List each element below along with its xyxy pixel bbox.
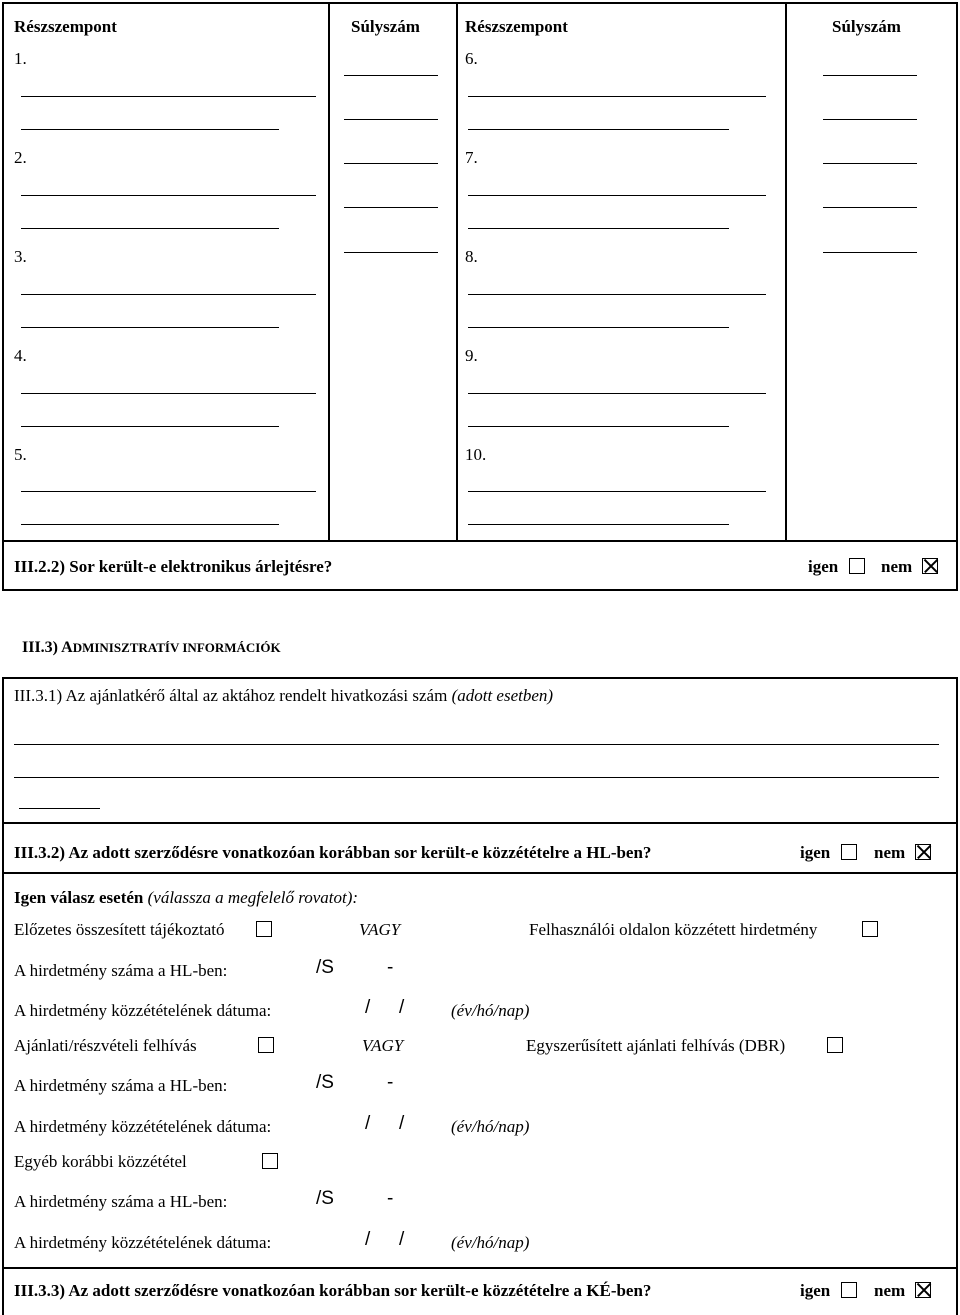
publication-date-label: A hirdetmény közzétételének dátuma: <box>14 1001 272 1020</box>
date-slash: / <box>365 1113 371 1134</box>
auction-yes-checkbox[interactable] <box>849 558 865 574</box>
col1-header: Részszempont <box>14 17 117 36</box>
notice-number-dash: - <box>387 957 394 978</box>
right-item-number: 10. <box>465 445 487 464</box>
weight-fill-line[interactable] <box>823 252 917 253</box>
left-item-number: 5. <box>14 445 27 464</box>
prev-hl-no-label: nem <box>874 843 906 862</box>
criterion-fill-line[interactable] <box>21 228 279 229</box>
weight-fill-line[interactable] <box>823 163 917 164</box>
criterion-fill-line[interactable] <box>21 393 316 394</box>
box2-border-top <box>2 677 958 679</box>
prev-ke-no-checkbox[interactable] <box>915 1282 931 1298</box>
opt-buyer-profile-label: Felhasználói oldalon közzétett hirdetmény <box>529 920 818 939</box>
weight-fill-line[interactable] <box>344 252 438 253</box>
admin-heading-rest2: INFORMÁCIÓK <box>182 640 281 655</box>
opt-contract-notice-checkbox[interactable] <box>258 1037 274 1053</box>
right-item-number: 8. <box>465 247 478 266</box>
opt-other-publication-checkbox[interactable] <box>262 1153 278 1169</box>
right-item-number: 9. <box>465 346 478 365</box>
col3-header: Részszempont <box>465 17 568 36</box>
reference-number-line[interactable] <box>14 744 939 745</box>
prev-ke-yes-checkbox[interactable] <box>841 1282 857 1298</box>
table-border-left <box>2 2 4 591</box>
notice-number-label: A hirdetmény száma a HL-ben: <box>14 1192 228 1211</box>
criterion-fill-line[interactable] <box>468 129 729 130</box>
weight-fill-line[interactable] <box>344 207 438 208</box>
prev-ke-no-label: nem <box>874 1281 906 1300</box>
criterion-fill-line[interactable] <box>468 426 729 427</box>
publication-date-label: A hirdetmény közzétételének dátuma: <box>14 1117 272 1136</box>
auction-yes-label: igen <box>808 557 839 576</box>
notice-number-label: A hirdetmény száma a HL-ben: <box>14 1076 228 1095</box>
auction-no-checkbox[interactable] <box>922 558 938 574</box>
opt-prior-information-label: Előzetes összesített tájékoztató <box>14 920 225 939</box>
table-col-divider-2 <box>456 2 458 542</box>
reference-number-line[interactable] <box>14 777 939 778</box>
prev-hl-no-checkbox[interactable] <box>915 844 931 860</box>
notice-number-s: /S <box>316 1188 334 1209</box>
table-col-divider-3 <box>785 2 787 542</box>
weight-fill-line[interactable] <box>344 163 438 164</box>
notice-number-s: /S <box>316 957 334 978</box>
criterion-fill-line[interactable] <box>21 294 316 295</box>
criterion-fill-line[interactable] <box>21 129 279 130</box>
col2-header: Súlyszám <box>351 17 420 36</box>
table-border-top <box>2 2 958 4</box>
opt-buyer-profile-checkbox[interactable] <box>862 921 878 937</box>
box2-border-left <box>2 677 4 1315</box>
opt-prior-information-checkbox[interactable] <box>256 921 272 937</box>
prev-hl-yes-label: igen <box>800 843 831 862</box>
if-yes-instruction: Igen válasz esetén (válassza a megfelelő rovatot): <box>14 888 359 907</box>
opt-contract-notice-label: Ajánlati/részvételi felhívás <box>14 1036 197 1055</box>
criterion-fill-line[interactable] <box>21 327 279 328</box>
notice-number-dash: - <box>387 1072 394 1093</box>
date-slash: / <box>399 1113 405 1134</box>
weight-fill-line[interactable] <box>344 119 438 120</box>
notice-number-s: /S <box>316 1072 334 1093</box>
date-format-hint: (év/hó/nap) <box>451 1233 530 1252</box>
section-divider <box>2 872 958 874</box>
criterion-fill-line[interactable] <box>468 96 766 97</box>
criterion-fill-line[interactable] <box>468 491 766 492</box>
criterion-fill-line[interactable] <box>468 294 766 295</box>
criterion-fill-line[interactable] <box>468 327 729 328</box>
opt-other-publication-label: Egyéb korábbi közzététel <box>14 1152 187 1171</box>
prev-hl-yes-checkbox[interactable] <box>841 844 857 860</box>
admin-heading <box>22 638 281 658</box>
section-divider <box>2 1267 958 1269</box>
prev-ke-question: III.3.3) Az adott szerződésre vonatkozóan korábban sor került-e közzétételre a KÉ-ben? <box>14 1281 652 1300</box>
table-col-divider-1 <box>328 2 330 542</box>
table-bottom-divider <box>2 540 958 542</box>
date-slash: / <box>399 1229 405 1250</box>
criterion-fill-line[interactable] <box>468 195 766 196</box>
weight-fill-line[interactable] <box>823 75 917 76</box>
notice-number-label: A hirdetmény száma a HL-ben: <box>14 961 228 980</box>
criterion-fill-line[interactable] <box>468 393 766 394</box>
weight-fill-line[interactable] <box>823 119 917 120</box>
left-item-number: 3. <box>14 247 27 266</box>
box2-border-right <box>956 677 958 1315</box>
notice-number-dash: - <box>387 1188 394 1209</box>
left-item-number: 4. <box>14 346 27 365</box>
or-label: VAGY <box>362 1036 404 1055</box>
criterion-fill-line[interactable] <box>21 524 279 525</box>
criterion-fill-line[interactable] <box>21 426 279 427</box>
date-slash: / <box>365 997 371 1018</box>
weight-fill-line[interactable] <box>344 75 438 76</box>
criterion-fill-line[interactable] <box>21 195 316 196</box>
auction-question: III.2.2) Sor került-e elektronikus árlejtésre? <box>14 557 333 576</box>
criterion-fill-line[interactable] <box>468 228 729 229</box>
section-divider <box>2 822 958 824</box>
opt-simplified-notice-label: Egyszerűsített ajánlati felhívás (DBR) <box>526 1036 786 1055</box>
col4-header: Súlyszám <box>832 17 901 36</box>
admin-heading-rest1: DMINISZTRATÍV <box>72 640 183 655</box>
opt-simplified-notice-checkbox[interactable] <box>827 1037 843 1053</box>
date-slash: / <box>365 1229 371 1250</box>
weight-fill-line[interactable] <box>823 207 917 208</box>
admin-heading-num: III.3) A <box>22 639 73 656</box>
right-item-number: 7. <box>465 148 478 167</box>
table-border-right <box>956 2 958 591</box>
criterion-fill-line[interactable] <box>468 524 729 525</box>
prev-hl-question: III.3.2) Az adott szerződésre vonatkozóan korábban sor került-e közzétételre a HL-ben? <box>14 843 652 862</box>
date-format-hint: (év/hó/nap) <box>451 1117 530 1136</box>
or-label: VAGY <box>359 920 401 939</box>
reference-number-label: III.3.1) Az ajánlatkérő által az aktához rendelt hivatkozási szám (adott esetben) <box>14 686 554 705</box>
publication-date-label: A hirdetmény közzétételének dátuma: <box>14 1233 272 1252</box>
right-item-number: 6. <box>465 49 478 68</box>
date-slash: / <box>399 997 405 1018</box>
criterion-fill-line[interactable] <box>21 491 316 492</box>
box-border-bottom <box>2 589 958 591</box>
left-item-number: 1. <box>14 49 27 68</box>
criterion-fill-line[interactable] <box>21 96 316 97</box>
reference-number-line[interactable] <box>19 808 100 809</box>
auction-no-label: nem <box>881 557 913 576</box>
left-item-number: 2. <box>14 148 27 167</box>
date-format-hint: (év/hó/nap) <box>451 1001 530 1020</box>
prev-ke-yes-label: igen <box>800 1281 831 1300</box>
